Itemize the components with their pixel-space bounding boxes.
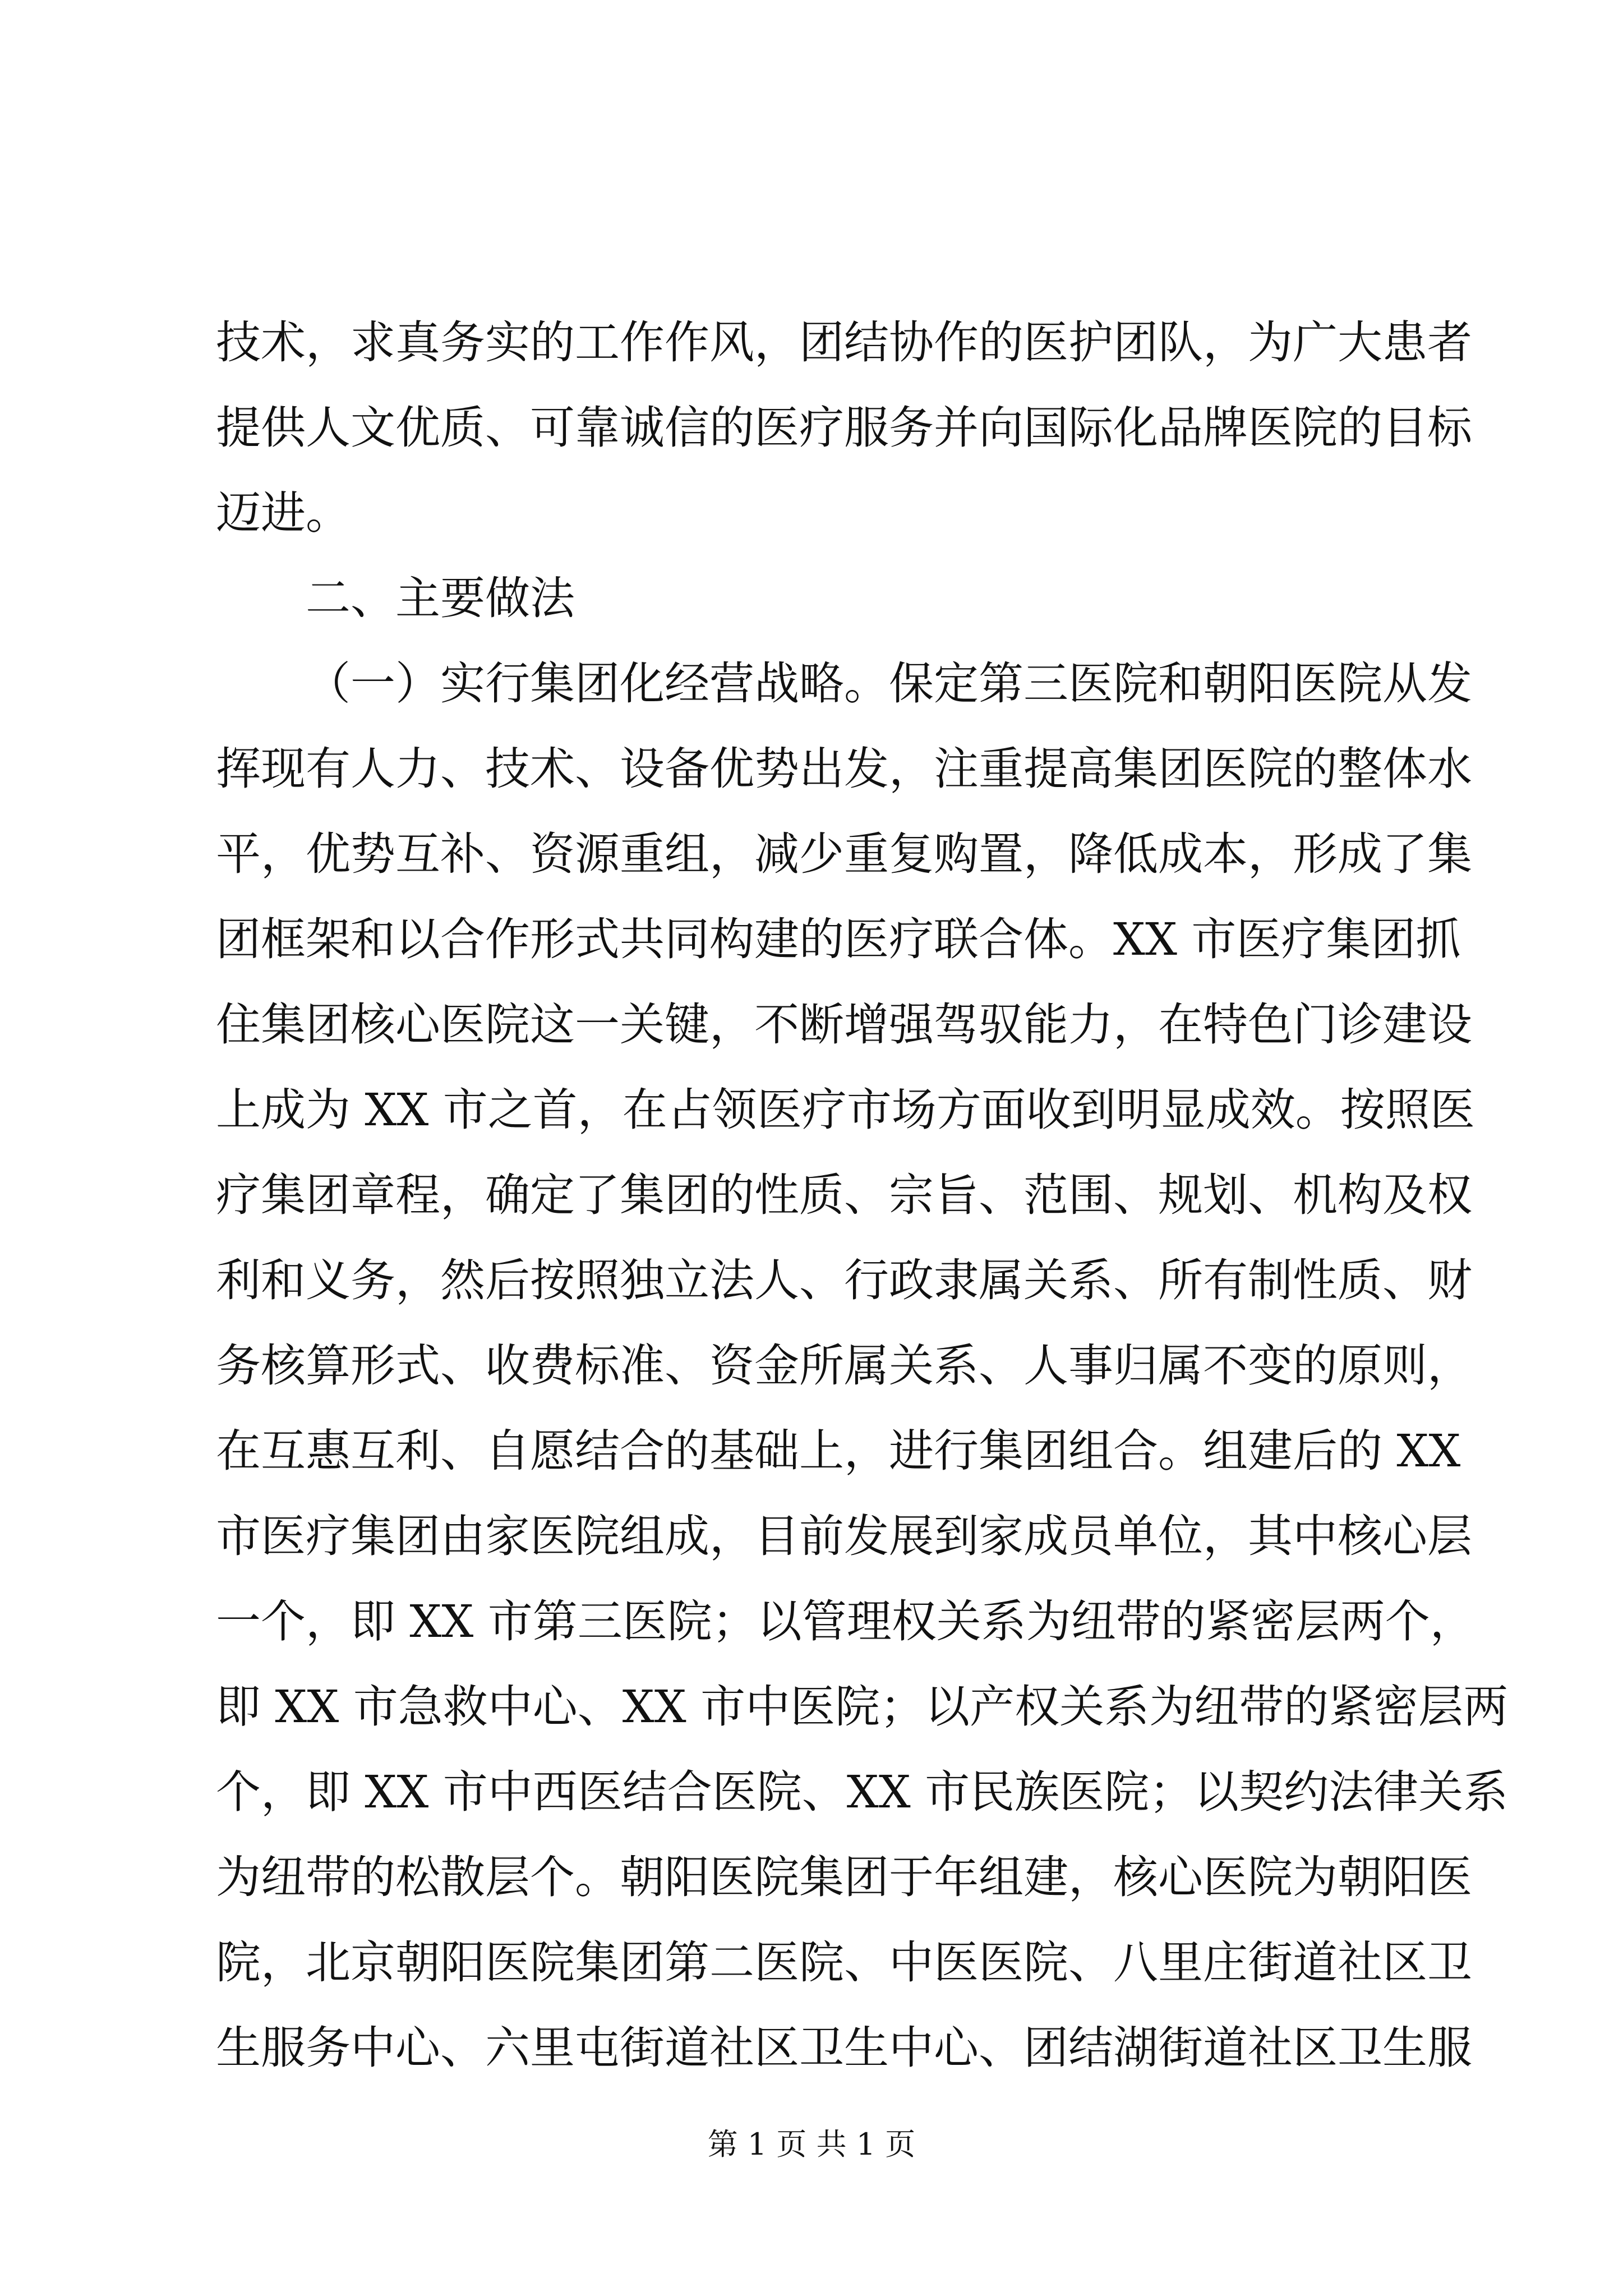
text-line: 平，优势互补、资源重组，减少重复购置，降低成本，形成了集: [216, 828, 1472, 880]
text-line: 在互惠互利、自愿结合的基础上，进行集团组合。组建后的 XX: [216, 1425, 1461, 1477]
text-line: 即 XX 市急救中心、XX 市中医院；以产权关系为纽带的紧密层两: [216, 1681, 1509, 1733]
text-line: 提供人文优质、可靠诚信的医疗服务并向国际化品牌医院的目标: [216, 402, 1472, 454]
section-heading: 二、主要做法: [306, 572, 575, 624]
text-line: 技术，求真务实的工作作风，团结协作的医护团队，为广大患者: [216, 316, 1472, 369]
text-line: 务核算形式、收费标准、资金所属关系、人事归属不变的原则，: [216, 1340, 1472, 1392]
text-line: 为纽带的松散层个。朝阳医院集团于年组建，核心医院为朝阳医: [216, 1851, 1472, 1903]
text-line: 市医疗集团由家医院组成，目前发展到家成员单位，其中核心层: [216, 1510, 1472, 1562]
text-line: （一）实行集团化经营战略。保定第三医院和朝阳医院从发: [306, 657, 1472, 710]
text-line: 一个，即 XX 市第三医院；以管理权关系为纽带的紧密层两个，: [216, 1595, 1475, 1648]
page-footer: 第 1 页 共 1 页: [707, 2127, 916, 2162]
text-line: 利和义务，然后按照独立法人、行政隶属关系、所有制性质、财: [216, 1254, 1472, 1306]
text-line: 上成为 XX 市之首，在占领医疗市场方面收到明显成效。按照医: [216, 1084, 1475, 1136]
text-line: 住集团核心医院这一关键，不断增强驾驭能力，在特色门诊建设: [216, 999, 1472, 1051]
text-line: 团框架和以合作形式共同构建的医疗联合体。XX 市医疗集团抓: [216, 913, 1461, 965]
text-line: 院，北京朝阳医院集团第二医院、中医医院、八里庄街道社区卫: [216, 1936, 1472, 1989]
text-line: 迈进。: [216, 487, 351, 539]
text-line: 生服务中心、六里屯街道社区卫生中心、团结湖街道社区卫生服: [216, 2022, 1472, 2074]
text-line: 疗集团章程，确定了集团的性质、宗旨、范围、规划、机构及权: [216, 1169, 1472, 1221]
text-line: 挥现有人力、技术、设备优势出发，注重提高集团医院的整体水: [216, 743, 1472, 795]
text-line: 个，即 XX 市中西医结合医院、XX 市民族医院；以契约法律关系: [216, 1766, 1509, 1818]
body-text: [216, 300, 1509, 2091]
